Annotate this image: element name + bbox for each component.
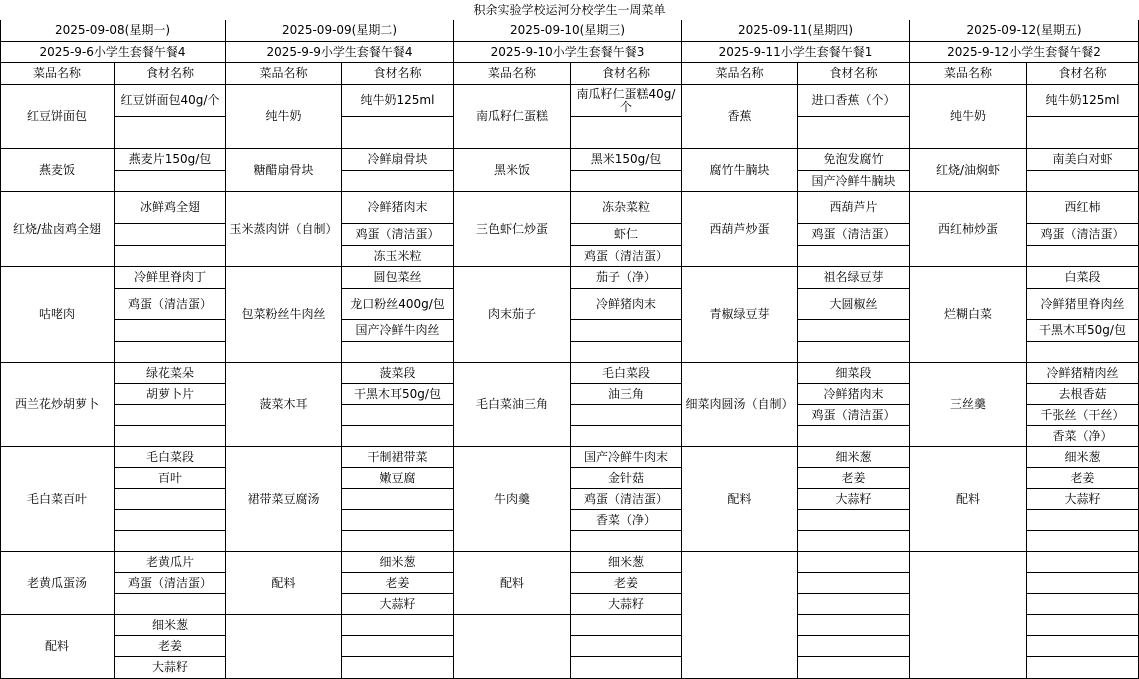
dish-name: 烂糊白菜 (910, 267, 1027, 363)
ingredient-cell: 冷鲜猪肉末 (571, 289, 682, 320)
empty-ingredient-cell (1027, 117, 1139, 149)
empty-ingredient-cell (571, 636, 682, 657)
ingredient-cell: 大蒜籽 (1027, 489, 1139, 510)
ingredient-header: 食材名称 (798, 63, 910, 85)
ingredient-cell: 细米葱 (571, 552, 682, 573)
empty-ingredient-cell (798, 657, 910, 679)
ingredient-cell: 香菜（净） (571, 510, 682, 531)
dish-name: 牛肉羹 (454, 447, 571, 552)
ingredient-cell: 大蒜籽 (115, 657, 226, 679)
dish-header: 菜品名称 (226, 63, 342, 85)
empty-ingredient-cell (571, 405, 682, 426)
ingredient-cell: 细米葱 (342, 552, 454, 573)
ingredient-cell: 细菜段 (798, 363, 910, 384)
empty-ingredient-cell (1027, 573, 1139, 594)
ingredient-cell: 虾仁 (571, 224, 682, 246)
dish-name: 黑米饭 (454, 149, 571, 192)
dish-header: 菜品名称 (0, 63, 115, 85)
empty-ingredient-cell (115, 489, 226, 510)
day-date: 2025-09-09(星期二) (226, 20, 454, 42)
empty-ingredient-cell (115, 171, 226, 192)
dish-name: 糖醋扇骨块 (226, 149, 342, 192)
dish-header: 菜品名称 (910, 63, 1027, 85)
dish-name: 西兰花炒胡萝卜 (0, 363, 115, 447)
empty-ingredient-cell (342, 510, 454, 531)
day-set-name: 2025-9-12小学生套餐午餐2 (910, 42, 1139, 63)
dish-name: 毛白菜百叶 (0, 447, 115, 552)
empty-ingredient-cell (1027, 657, 1139, 679)
ingredient-cell: 细米葱 (115, 615, 226, 636)
empty-ingredient-cell (342, 531, 454, 552)
empty-ingredient-cell (1027, 552, 1139, 573)
empty-ingredient-cell (1027, 531, 1139, 552)
ingredient-header: 食材名称 (1027, 63, 1139, 85)
ingredient-cell: 冷鲜扇骨块 (342, 149, 454, 171)
ingredient-cell: 千张丝（干丝） (1027, 405, 1139, 426)
empty-ingredient-cell (798, 594, 910, 615)
dish-name: 细菜肉圆汤（自制） (682, 363, 798, 447)
dish-name: 玉米蒸肉饼（自制） (226, 192, 342, 267)
ingredient-cell: 油三角 (571, 384, 682, 405)
day-date: 2025-09-12(星期五) (910, 20, 1139, 42)
ingredient-cell: 老姜 (1027, 468, 1139, 489)
empty-ingredient-cell (1027, 246, 1139, 267)
dish-name: 三色虾仁炒蛋 (454, 192, 571, 267)
day-date: 2025-09-10(星期三) (454, 20, 682, 42)
dish-header: 菜品名称 (454, 63, 571, 85)
ingredient-cell: 龙口粉丝400g/包 (342, 289, 454, 320)
empty-ingredient-cell (798, 552, 910, 573)
empty-ingredient-cell (1027, 510, 1139, 531)
ingredient-cell: 细米葱 (1027, 447, 1139, 468)
empty-ingredient-cell (798, 636, 910, 657)
ingredient-cell: 圆包菜丝 (342, 267, 454, 289)
ingredient-cell: 老姜 (798, 468, 910, 489)
dish-name: 三丝羹 (910, 363, 1027, 447)
dish-name: 包菜粉丝牛肉丝 (226, 267, 342, 363)
dish-name: 配料 (910, 447, 1027, 552)
empty-ingredient-cell (1027, 171, 1139, 192)
empty-ingredient-cell (571, 657, 682, 679)
ingredient-cell: 大蒜籽 (798, 489, 910, 510)
dish-name: 配料 (0, 615, 115, 679)
ingredient-cell: 老姜 (115, 636, 226, 657)
ingredient-cell: 绿花菜朵 (115, 363, 226, 384)
ingredient-header: 食材名称 (571, 63, 682, 85)
dish-name: 纯牛奶 (910, 85, 1027, 149)
ingredient-cell: 胡萝卜片 (115, 384, 226, 405)
ingredient-cell: 冷鲜里脊肉丁 (115, 267, 226, 289)
dish-name: 腐竹牛腩块 (682, 149, 798, 192)
ingredient-cell: 冷鲜猪精肉丝 (1027, 363, 1139, 384)
empty-ingredient-cell (1027, 615, 1139, 636)
ingredient-cell: 鸡蛋（清洁蛋） (798, 224, 910, 246)
ingredient-cell: 鸡蛋（清洁蛋） (571, 246, 682, 267)
ingredient-cell: 干制裙带菜 (342, 447, 454, 468)
empty-ingredient-cell (115, 426, 226, 447)
ingredient-cell: 白菜段 (1027, 267, 1139, 289)
day-set-name: 2025-9-11小学生套餐午餐1 (682, 42, 910, 63)
dish-name: 配料 (682, 447, 798, 552)
dish-name: 青椒绿豆芽 (682, 267, 798, 363)
day-set-name: 2025-9-10小学生套餐午餐3 (454, 42, 682, 63)
dish-name: 咕咾肉 (0, 267, 115, 363)
ingredient-header: 食材名称 (342, 63, 454, 85)
page-title: 积余实验学校运河分校学生一周菜单 (473, 2, 666, 17)
ingredient-cell: 进口香蕉（个） (798, 85, 910, 117)
ingredient-cell: 鸡蛋（清洁蛋） (115, 573, 226, 594)
ingredient-cell: 南美白对虾 (1027, 149, 1139, 171)
ingredient-cell: 毛白菜段 (571, 363, 682, 384)
dish-name: 红烧/油焖虾 (910, 149, 1027, 192)
dish-name: 菠菜木耳 (226, 363, 342, 447)
empty-ingredient-cell (342, 117, 454, 149)
empty-ingredient-cell (342, 426, 454, 447)
dish-name: 西红柿炒蛋 (910, 192, 1027, 267)
ingredient-cell: 金针菇 (571, 468, 682, 489)
ingredient-cell: 冷鲜猪肉末 (342, 192, 454, 224)
empty-ingredient-cell (342, 489, 454, 510)
empty-ingredient-cell (571, 426, 682, 447)
dish-name: 配料 (454, 552, 571, 615)
ingredient-cell: 细米葱 (798, 447, 910, 468)
empty-ingredient-cell (571, 531, 682, 552)
ingredient-cell: 红豆饼面包40g/个 (115, 85, 226, 117)
ingredient-cell: 大蒜籽 (571, 594, 682, 615)
ingredient-header: 食材名称 (115, 63, 226, 85)
empty-ingredient-cell (798, 510, 910, 531)
dish-name: 老黄瓜蛋汤 (0, 552, 115, 615)
empty-ingredient-cell (115, 117, 226, 149)
dish-name: 裙带菜豆腐汤 (226, 447, 342, 552)
ingredient-cell: 老黄瓜片 (115, 552, 226, 573)
ingredient-cell: 百叶 (115, 468, 226, 489)
ingredient-cell: 纯牛奶125ml (342, 85, 454, 117)
ingredient-cell: 干黑木耳50g/包 (1027, 320, 1139, 342)
empty-ingredient-cell (1027, 636, 1139, 657)
dish-name: 西葫芦炒蛋 (682, 192, 798, 267)
empty-ingredient-cell (115, 342, 226, 363)
empty-ingredient-cell (342, 615, 454, 636)
ingredient-cell: 嫩豆腐 (342, 468, 454, 489)
empty-ingredient-cell (798, 573, 910, 594)
empty-ingredient-cell (798, 342, 910, 363)
empty-ingredient-cell (798, 426, 910, 447)
empty-ingredient-cell (798, 246, 910, 267)
ingredient-cell: 鸡蛋（清洁蛋） (115, 289, 226, 320)
empty-ingredient-cell (342, 342, 454, 363)
dish-name: 肉末茄子 (454, 267, 571, 363)
ingredient-cell: 香菜（净） (1027, 426, 1139, 447)
ingredient-cell: 冻杂菜粒 (571, 192, 682, 224)
empty-ingredient-cell (798, 531, 910, 552)
ingredient-cell: 免泡发腐竹 (798, 149, 910, 171)
empty-ingredient-cell (798, 615, 910, 636)
empty-dish-cell (454, 615, 571, 679)
ingredient-cell: 鸡蛋（清洁蛋） (571, 489, 682, 510)
empty-ingredient-cell (115, 405, 226, 426)
empty-ingredient-cell (571, 615, 682, 636)
empty-ingredient-cell (798, 117, 910, 149)
dish-name: 南瓜籽仁蛋糕 (454, 85, 571, 149)
day-date: 2025-09-08(星期一) (0, 20, 226, 42)
ingredient-cell: 菠菜段 (342, 363, 454, 384)
empty-ingredient-cell (115, 594, 226, 615)
empty-ingredient-cell (798, 320, 910, 342)
ingredient-cell: 国产冷鲜牛肉末 (571, 447, 682, 468)
empty-dish-cell (226, 615, 342, 679)
ingredient-cell: 鸡蛋（清洁蛋） (798, 405, 910, 426)
empty-ingredient-cell (571, 320, 682, 342)
day-set-name: 2025-9-6小学生套餐午餐4 (0, 42, 226, 63)
ingredient-cell: 黑米150g/包 (571, 149, 682, 171)
ingredient-cell: 大圆椒丝 (798, 289, 910, 320)
empty-ingredient-cell (342, 657, 454, 679)
day-date: 2025-09-11(星期四) (682, 20, 910, 42)
dish-name: 纯牛奶 (226, 85, 342, 149)
empty-ingredient-cell (115, 246, 226, 267)
dish-name: 燕麦饭 (0, 149, 115, 192)
day-set-name: 2025-9-9小学生套餐午餐4 (226, 42, 454, 63)
ingredient-cell: 去根香菇 (1027, 384, 1139, 405)
dish-name: 香蕉 (682, 85, 798, 149)
empty-dish-cell (910, 552, 1027, 679)
ingredient-cell: 老姜 (342, 573, 454, 594)
ingredient-cell: 南瓜籽仁蛋糕40g/个 (571, 85, 682, 117)
ingredient-cell: 燕麦片150g/包 (115, 149, 226, 171)
ingredient-cell: 国产冷鲜牛肉丝 (342, 320, 454, 342)
empty-ingredient-cell (115, 531, 226, 552)
dish-header: 菜品名称 (682, 63, 798, 85)
ingredient-cell: 西葫芦片 (798, 192, 910, 224)
empty-ingredient-cell (115, 510, 226, 531)
dish-name: 毛白菜油三角 (454, 363, 571, 447)
ingredient-cell: 西红柿 (1027, 192, 1139, 224)
ingredient-cell: 纯牛奶125ml (1027, 85, 1139, 117)
ingredient-cell: 鸡蛋（清洁蛋） (342, 224, 454, 246)
ingredient-cell: 冰鲜鸡全翅 (115, 192, 226, 224)
ingredient-cell: 干黑木耳50g/包 (342, 384, 454, 405)
empty-dish-cell (682, 552, 798, 679)
empty-ingredient-cell (571, 117, 682, 149)
ingredient-cell: 冷鲜猪肉末 (798, 384, 910, 405)
empty-ingredient-cell (115, 224, 226, 246)
empty-ingredient-cell (1027, 594, 1139, 615)
dish-name: 配料 (226, 552, 342, 615)
empty-ingredient-cell (342, 171, 454, 192)
empty-ingredient-cell (1027, 342, 1139, 363)
ingredient-cell: 大蒜籽 (342, 594, 454, 615)
ingredient-cell: 冷鲜猪里脊肉丝 (1027, 289, 1139, 320)
ingredient-cell: 毛白菜段 (115, 447, 226, 468)
empty-ingredient-cell (115, 320, 226, 342)
empty-ingredient-cell (571, 171, 682, 192)
ingredient-cell: 祖名绿豆芽 (798, 267, 910, 289)
empty-ingredient-cell (342, 636, 454, 657)
ingredient-cell: 老姜 (571, 573, 682, 594)
ingredient-cell: 冻玉米粒 (342, 246, 454, 267)
ingredient-cell: 国产冷鲜牛腩块 (798, 171, 910, 192)
dish-name: 红烧/盐卤鸡全翅 (0, 192, 115, 267)
empty-ingredient-cell (342, 405, 454, 426)
ingredient-cell: 茄子（净） (571, 267, 682, 289)
empty-ingredient-cell (571, 342, 682, 363)
ingredient-cell: 鸡蛋（清洁蛋） (1027, 224, 1139, 246)
dish-name: 红豆饼面包 (0, 85, 115, 149)
